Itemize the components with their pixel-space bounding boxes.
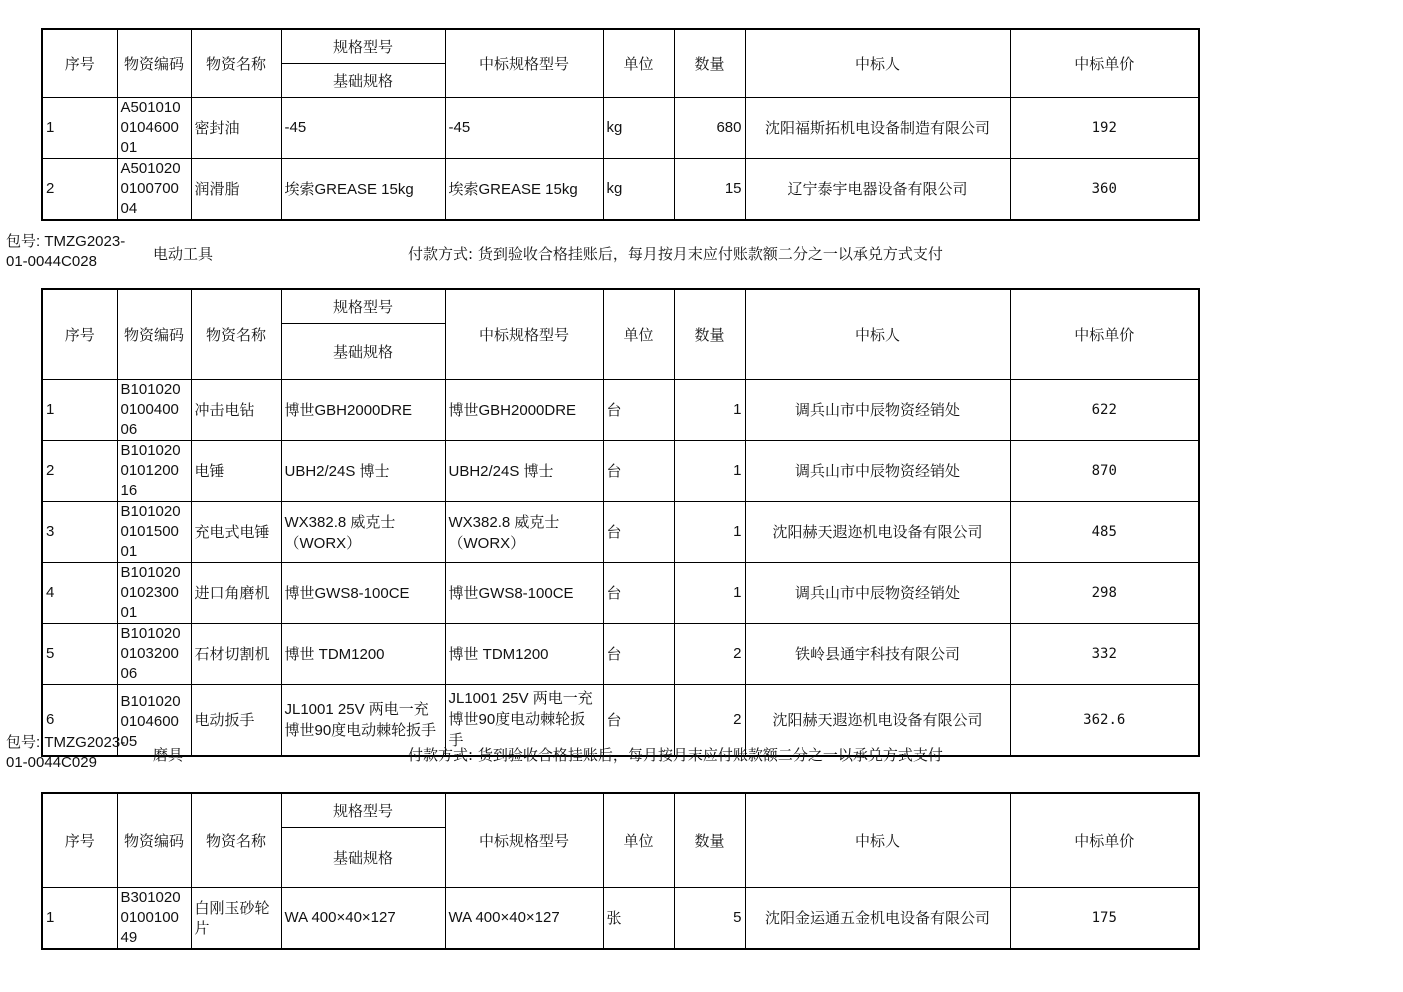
table-row xyxy=(42,440,1199,501)
cell-qty: 1 xyxy=(674,562,745,623)
cell-price: 332 xyxy=(1010,623,1199,684)
cell-bid-spec: UBH2/24S 博士 xyxy=(445,440,603,501)
cell-base-spec: 博世 TDM1200 xyxy=(281,623,445,684)
cell-seq: 1 xyxy=(42,379,117,440)
header-name: 物资名称 xyxy=(191,793,281,887)
cell-unit: 台 xyxy=(603,562,674,623)
cell-code: B1010200100400 06 xyxy=(117,379,191,440)
cell-base-spec: WX382.8 威克士（WORX） xyxy=(281,501,445,562)
header-seq: 序号 xyxy=(42,29,117,97)
cell-base-spec: JL1001 25V 两电一充博世90度电动棘轮扳手 xyxy=(281,684,445,756)
cell-price: 298 xyxy=(1010,562,1199,623)
cell-price: 362.6 xyxy=(1010,684,1199,756)
header-unit: 单位 xyxy=(603,29,674,97)
cell-base-spec: 博世GWS8-100CE xyxy=(281,562,445,623)
cell-winner: 辽宁泰宇电器设备有限公司 xyxy=(745,158,1010,220)
cell-name: 进口角磨机 xyxy=(191,562,281,623)
cell-price: 192 xyxy=(1010,97,1199,158)
cell-code: B3010200100100 49 xyxy=(117,887,191,949)
cell-code: B1010200101500 01 xyxy=(117,501,191,562)
header-base-spec: 基础规格 xyxy=(281,827,445,887)
cell-qty: 1 xyxy=(674,379,745,440)
cell-unit: kg xyxy=(603,158,674,220)
table-package-3 xyxy=(41,792,1200,950)
package-info-3 xyxy=(0,733,1200,777)
header-spec-group: 规格型号 xyxy=(281,29,445,63)
cell-name: 白刚玉砂轮片 xyxy=(191,887,281,949)
cell-unit: 台 xyxy=(603,440,674,501)
cell-unit: 台 xyxy=(603,501,674,562)
table-row xyxy=(42,158,1199,220)
table-package-1 xyxy=(41,28,1200,221)
cell-price: 870 xyxy=(1010,440,1199,501)
cell-name: 润滑脂 xyxy=(191,158,281,220)
cell-name: 电动扳手 xyxy=(191,684,281,756)
cell-code: A5010200100700 04 xyxy=(117,158,191,220)
cell-unit: kg xyxy=(603,97,674,158)
cell-code: B1010200102300 01 xyxy=(117,562,191,623)
table-package-2 xyxy=(41,288,1200,757)
cell-winner: 沈阳金运通五金机电设备有限公司 xyxy=(745,887,1010,949)
header-bid-spec: 中标规格型号 xyxy=(445,289,603,379)
cell-name: 石材切割机 xyxy=(191,623,281,684)
cell-winner: 调兵山市中辰物资经销处 xyxy=(745,440,1010,501)
cell-name: 冲击电钻 xyxy=(191,379,281,440)
cell-qty: 1 xyxy=(674,501,745,562)
cell-name: 充电式电锤 xyxy=(191,501,281,562)
cell-bid-spec: WX382.8 威克士（WORX） xyxy=(445,501,603,562)
cell-seq: 1 xyxy=(42,887,117,949)
cell-winner: 沈阳福斯拓机电设备制造有限公司 xyxy=(745,97,1010,158)
cell-name: 电锤 xyxy=(191,440,281,501)
cell-base-spec: 埃索GREASE 15kg xyxy=(281,158,445,220)
table-row xyxy=(42,562,1199,623)
cell-bid-spec: WA 400×40×127 xyxy=(445,887,603,949)
cell-qty: 2 xyxy=(674,684,745,756)
payment-terms: 付款方式: 货到验收合格挂账后，每月按月末应付账款额二分之一以承兑方式支付 xyxy=(408,245,943,263)
package-category: 电动工具 xyxy=(153,245,214,263)
header-row xyxy=(42,793,1199,827)
header-seq: 序号 xyxy=(42,793,117,887)
header-code: 物资编码 xyxy=(117,289,191,379)
cell-price: 622 xyxy=(1010,379,1199,440)
cell-unit: 台 xyxy=(603,623,674,684)
header-name: 物资名称 xyxy=(191,29,281,97)
header-price: 中标单价 xyxy=(1010,793,1199,887)
cell-code: A5010100104600 01 xyxy=(117,97,191,158)
header-winner: 中标人 xyxy=(745,793,1010,887)
cell-winner: 调兵山市中辰物资经销处 xyxy=(745,562,1010,623)
header-unit: 单位 xyxy=(603,289,674,379)
cell-seq: 4 xyxy=(42,562,117,623)
cell-unit: 台 xyxy=(603,379,674,440)
cell-qty: 5 xyxy=(674,887,745,949)
cell-winner: 沈阳赫天遐迩机电设备有限公司 xyxy=(745,684,1010,756)
header-price: 中标单价 xyxy=(1010,29,1199,97)
cell-qty: 1 xyxy=(674,440,745,501)
cell-winner: 调兵山市中辰物资经销处 xyxy=(745,379,1010,440)
header-unit: 单位 xyxy=(603,793,674,887)
table-row xyxy=(42,887,1199,949)
cell-code: B1010200104600 05 xyxy=(117,684,191,756)
header-qty: 数量 xyxy=(674,29,745,97)
cell-base-spec: -45 xyxy=(281,97,445,158)
cell-name: 密封油 xyxy=(191,97,281,158)
cell-seq: 6 xyxy=(42,684,117,756)
cell-code: B1010200101200 16 xyxy=(117,440,191,501)
header-price: 中标单价 xyxy=(1010,289,1199,379)
header-winner: 中标人 xyxy=(745,29,1010,97)
header-base-spec: 基础规格 xyxy=(281,323,445,379)
header-row xyxy=(42,29,1199,63)
package-info-2 xyxy=(0,232,1200,276)
cell-bid-spec: 博世 TDM1200 xyxy=(445,623,603,684)
cell-qty: 15 xyxy=(674,158,745,220)
header-code: 物资编码 xyxy=(117,29,191,97)
header-row xyxy=(42,289,1199,323)
cell-winner: 铁岭县通宇科技有限公司 xyxy=(745,623,1010,684)
header-bid-spec: 中标规格型号 xyxy=(445,793,603,887)
package-code: 包号: TMZG2023-01-0044C028 xyxy=(6,233,126,270)
cell-base-spec: UBH2/24S 博士 xyxy=(281,440,445,501)
header-qty: 数量 xyxy=(674,793,745,887)
header-winner: 中标人 xyxy=(745,289,1010,379)
header-spec-group: 规格型号 xyxy=(281,793,445,827)
table-row xyxy=(42,623,1199,684)
cell-base-spec: 博世GBH2000DRE xyxy=(281,379,445,440)
header-spec-group: 规格型号 xyxy=(281,289,445,323)
cell-seq: 1 xyxy=(42,97,117,158)
cell-seq: 5 xyxy=(42,623,117,684)
package-category: 磨具 xyxy=(153,746,184,764)
package-code: 包号: TMZG2023-01-0044C029 xyxy=(6,734,126,771)
header-code: 物资编码 xyxy=(117,793,191,887)
table-row xyxy=(42,501,1199,562)
header-name: 物资名称 xyxy=(191,289,281,379)
cell-bid-spec: 埃索GREASE 15kg xyxy=(445,158,603,220)
cell-bid-spec: JL1001 25V 两电一充博世90度电动棘轮扳手 xyxy=(445,684,603,756)
cell-bid-spec: -45 xyxy=(445,97,603,158)
cell-base-spec: WA 400×40×127 xyxy=(281,887,445,949)
payment-terms: 付款方式: 货到验收合格挂账后，每月按月末应付账款额二分之一以承兑方式支付 xyxy=(408,746,943,764)
cell-qty: 2 xyxy=(674,623,745,684)
cell-seq: 2 xyxy=(42,158,117,220)
cell-winner: 沈阳赫天遐迩机电设备有限公司 xyxy=(745,501,1010,562)
cell-seq: 2 xyxy=(42,440,117,501)
header-bid-spec: 中标规格型号 xyxy=(445,29,603,97)
cell-price: 360 xyxy=(1010,158,1199,220)
cell-seq: 3 xyxy=(42,501,117,562)
cell-bid-spec: 博世GBH2000DRE xyxy=(445,379,603,440)
header-seq: 序号 xyxy=(42,289,117,379)
header-base-spec: 基础规格 xyxy=(281,63,445,97)
cell-unit: 张 xyxy=(603,887,674,949)
cell-price: 175 xyxy=(1010,887,1199,949)
cell-bid-spec: 博世GWS8-100CE xyxy=(445,562,603,623)
cell-price: 485 xyxy=(1010,501,1199,562)
table-row xyxy=(42,97,1199,158)
cell-code: B1010200103200 06 xyxy=(117,623,191,684)
cell-unit: 台 xyxy=(603,684,674,756)
cell-qty: 680 xyxy=(674,97,745,158)
table-row xyxy=(42,379,1199,440)
header-qty: 数量 xyxy=(674,289,745,379)
